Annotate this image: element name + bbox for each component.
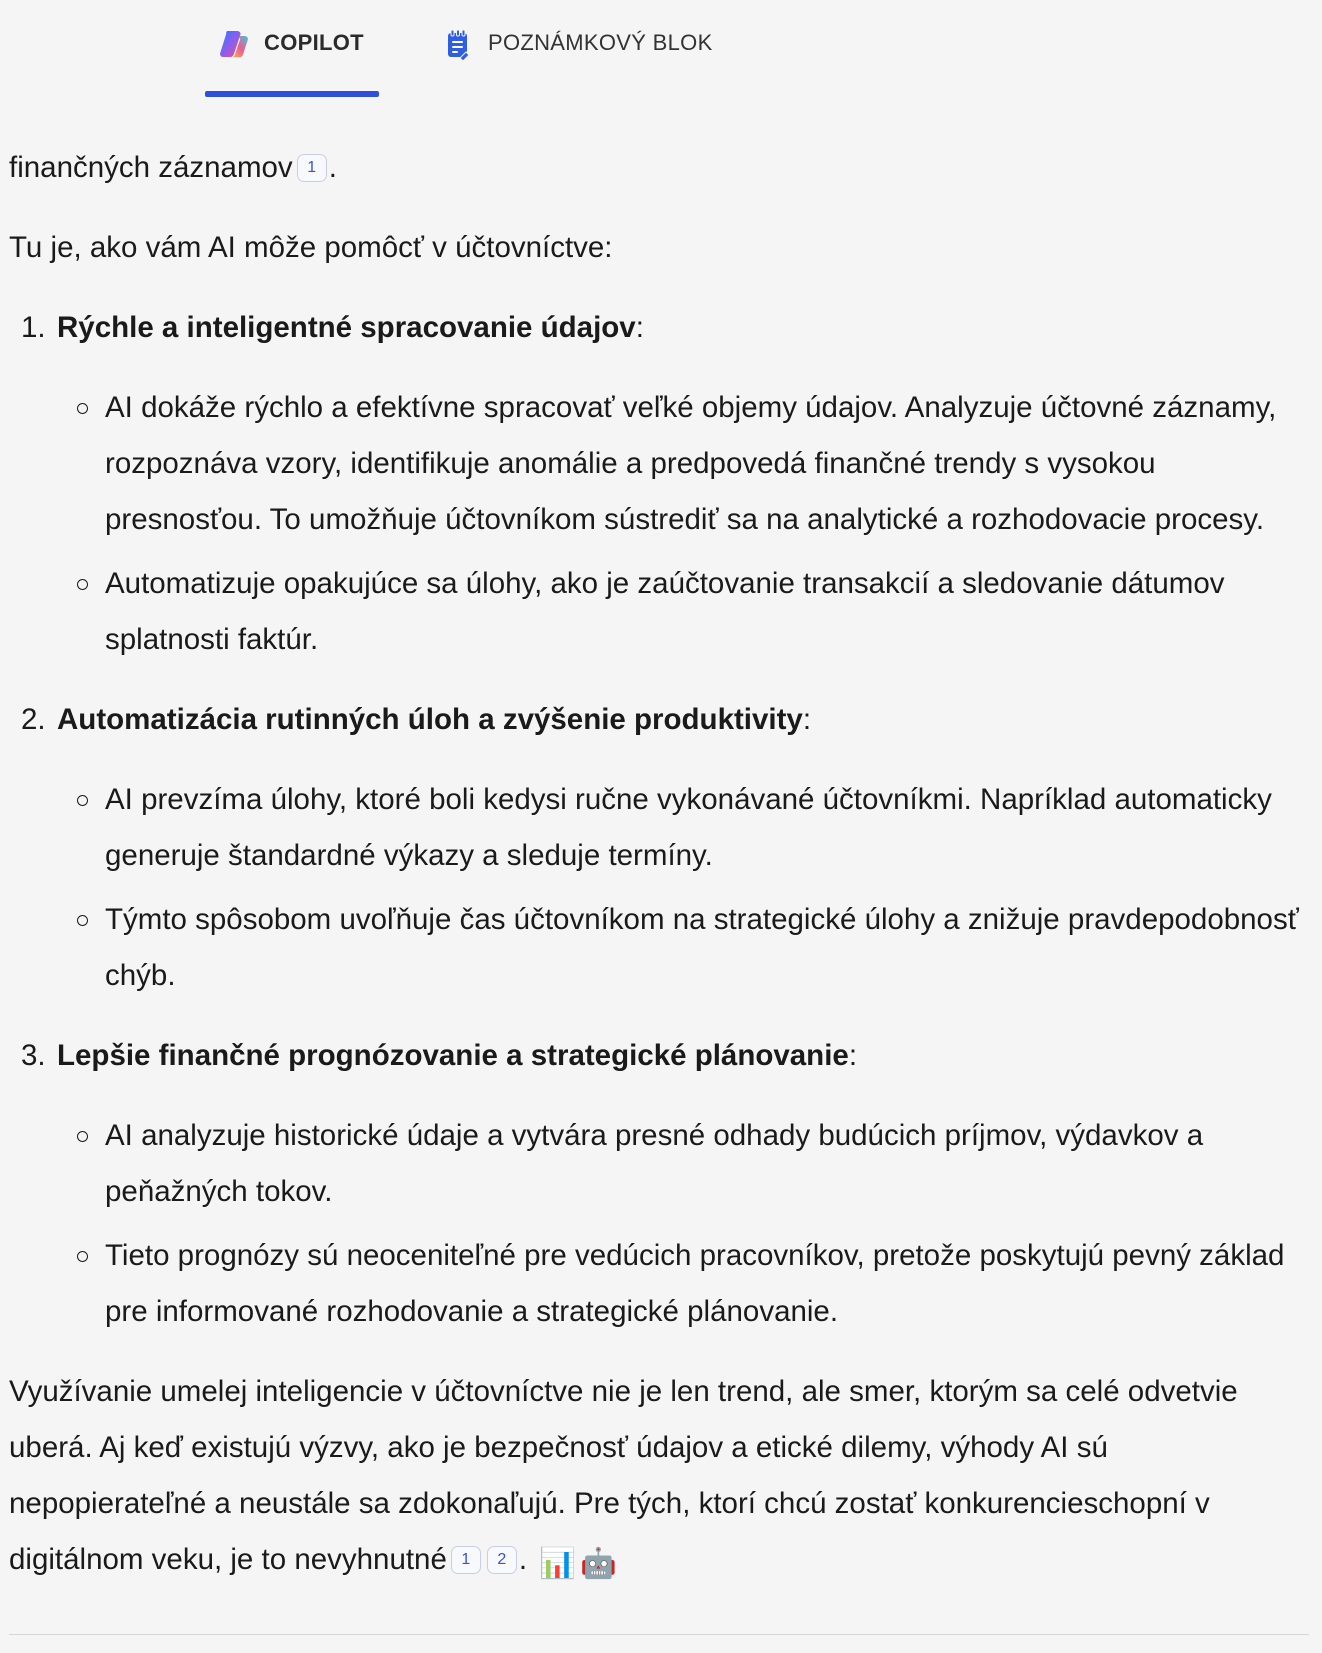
closing-paragraph xyxy=(9,1364,1309,1592)
section-number: 2. xyxy=(21,703,46,736)
tab-notepad[interactable] xyxy=(442,30,713,98)
intro-text: finančných záznamov xyxy=(9,151,293,184)
bullet-marker xyxy=(77,915,88,926)
lead-paragraph: Tu je, ako vám AI môže pomôcť v účtovníctve: xyxy=(9,231,613,264)
intro-line xyxy=(9,140,1309,196)
citation-badge[interactable]: 1 xyxy=(297,154,327,182)
bullet-marker xyxy=(77,1131,88,1142)
section-number: 1. xyxy=(21,311,46,344)
divider xyxy=(9,1634,1309,1635)
active-tab-indicator xyxy=(205,91,379,97)
intro-period: . xyxy=(328,151,337,184)
section-number: 3. xyxy=(21,1039,46,1072)
section-title: Lepšie finančné prognózovanie a strategické plánovanie xyxy=(57,1039,849,1072)
citation-badge[interactable]: 2 xyxy=(487,1546,517,1574)
section-title: Rýchle a inteligentné spracovanie údajov xyxy=(57,311,636,344)
list-section-2: 2. Automatizácia rutinných úloh a zvýšenie produktivity: AI prevzíma úlohy, ktoré boli kedysi ručne vykonávané účtovníkmi. Napríklad automaticky generuje štandardné výkazy a sleduje termíny. Týmto spôsobom uvoľňuje čas účtovníkom na strategické úlohy a znižuje pravdepodobnosť chýb. xyxy=(9,692,1309,1004)
copilot-logo-icon xyxy=(218,28,250,60)
bullet-marker xyxy=(77,403,88,414)
bullet-marker xyxy=(77,795,88,806)
list-section-3: 3. Lepšie finančné prognózovanie a strategické plánovanie: AI analyzuje historické údaje a vytvára presné odhady budúcich príjmov, výdavkov a peňažných tokov. Tieto prognózy sú neoceniteľné pre vedúcich pracovníkov, pretože poskytujú pevný základ pre informované rozhodovanie a strategické plánovanie. xyxy=(9,1028,1309,1340)
bar-chart-icon: 📊 xyxy=(539,1547,577,1580)
bullet-marker xyxy=(77,1251,88,1262)
citation-badge[interactable]: 1 xyxy=(451,1546,481,1574)
chat-response xyxy=(9,140,1309,1616)
list-item: Týmto spôsobom uvoľňuje čas účtovníkom na strategické úlohy a znižuje pravdepodobnosť chýb. xyxy=(9,892,1309,1004)
list-item: AI dokáže rýchlo a efektívne spracovať veľké objemy údajov. Analyzuje účtovné záznamy, rozpoznáva vzory, identifikuje anomálie a predpovedá finančné trendy s vysokou presnosťou. To umožňuje účtovníkom sústrediť sa na analytické a rozhodovacie procesy. xyxy=(9,380,1309,548)
list-item: Automatizuje opakujúce sa úlohy, ako je zaúčtovanie transakcií a sledovanie dátumov splatnosti faktúr. xyxy=(9,556,1309,668)
tab-copilot[interactable] xyxy=(218,30,364,98)
list-item: AI analyzuje historické údaje a vytvára presné odhady budúcich príjmov, výdavkov a peňažných tokov. xyxy=(9,1108,1309,1220)
robot-icon: 🤖 xyxy=(580,1547,617,1580)
bullet-marker xyxy=(77,579,88,590)
tab-notepad-label: POZNÁMKOVÝ BLOK xyxy=(488,30,713,55)
notepad-icon xyxy=(442,28,474,60)
closing-text: Využívanie umelej inteligencie v účtovníctve nie je len trend, ale smer, ktorým sa celé odvetvie uberá. Aj keď existujú výzvy, ako je bezpečnosť údajov a etické dilemy, výhody AI sú nepopierateľné a neustále sa zdokonaľujú. Pre tých, ktorí chcú zostať konkurencieschopní v digitálnom veku, je to nevyhnutné xyxy=(9,1375,1238,1576)
section-title: Automatizácia rutinných úloh a zvýšenie produktivity xyxy=(57,703,803,736)
list-section-1: 1. Rýchle a inteligentné spracovanie údajov: AI dokáže rýchlo a efektívne spracovať veľké objemy údajov. Analyzuje účtovné záznamy, rozpoznáva vzory, identifikuje anomálie a predpovedá finančné trendy s vysokou presnosťou. To umožňuje účtovníkom sústrediť sa na analytické a rozhodovacie procesy. Automatizuje opakujúce sa úlohy, ako je zaúčtovanie transakcií a sledovanie dátumov splatnosti faktúr. xyxy=(9,300,1309,668)
tab-bar xyxy=(0,0,1322,100)
closing-period: . xyxy=(518,1543,528,1576)
list-item: AI prevzíma úlohy, ktoré boli kedysi ručne vykonávané účtovníkmi. Napríklad automaticky generuje štandardné výkazy a sleduje termíny. xyxy=(9,772,1309,884)
tab-copilot-label: COPILOT xyxy=(264,30,364,55)
list-item: Tieto prognózy sú neoceniteľné pre vedúcich pracovníkov, pretože poskytujú pevný základ pre informované rozhodovanie a strategické plánovanie. xyxy=(9,1228,1309,1340)
